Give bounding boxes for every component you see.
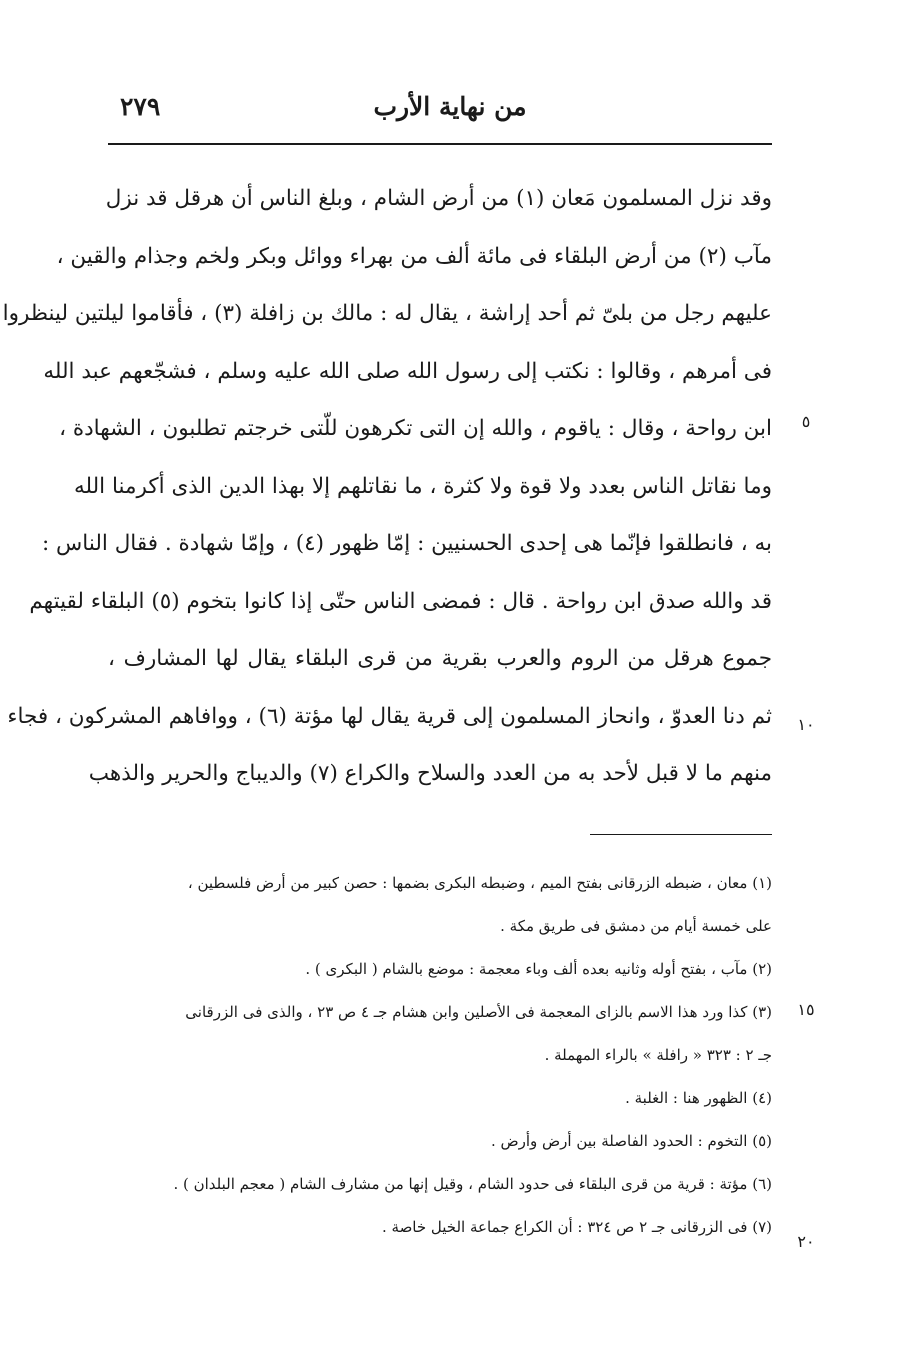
- body-line: وما نقاتل الناس بعدد ولا قوة ولا كثرة ، ما نقاتلهم إلا بهذا الدين الذى أكرمنا الله: [73, 473, 772, 499]
- body-line: به ، فانطلقوا فإنّما هى إحدى الحسنيين : إمّا ظهور (٤) ، وإمّا شهادة . فقال الناس :: [41, 531, 772, 556]
- margin-line-number: ١٠: [797, 715, 815, 734]
- footnote-line: (٣) كذا ورد هذا الاسم بالزاى المعجمة فى الأصلين وابن هشام جـ ٤ ص ٢٣ ، والذى فى الزرقانى: [185, 1003, 772, 1021]
- footnote-rule: [590, 834, 772, 835]
- margin-line-number: ٢٠: [797, 1232, 815, 1251]
- page-number: ٢٧٩: [120, 92, 161, 121]
- body-line: وقد نزل المسلمون مَعان (١) من أرض الشام ، وبلغ الناس أن هرقل قد نزل: [105, 186, 772, 211]
- body-line: فى أمرهم ، وقالوا : نكتب إلى رسول الله صلى الله عليه وسلم ، فشجّعهم عبد الله: [43, 358, 772, 384]
- footnote-line: على خمسة أيام من دمشق فى طريق مكة .: [500, 917, 772, 935]
- footnote-line: (٤) الظهور هنا : الغلبة .: [625, 1089, 772, 1107]
- body-line: عليهم رجل من بلىّ ثم أحد إراشة ، يقال له : مالك بن زافلة (٣) ، فأقاموا ليلتين لينظروا: [2, 301, 772, 326]
- footnote-line: جـ ٢ : ٣٢٣ « رافلة » بالراء المهملة .: [544, 1046, 772, 1064]
- body-line: مآب (٢) من أرض البلقاء فى مائة ألف من بهراء ووائل وبكر ولخم وجذام والقين ،: [56, 243, 772, 269]
- margin-line-number: ١٥: [797, 1000, 815, 1019]
- footnote-line: (٥) التخوم : الحدود الفاصلة بين أرض وأرض .: [490, 1132, 772, 1150]
- body-line: ثم دنا العدوّ ، وانحاز المسلمون إلى قرية يقال لها مؤتة (٦) ، ووافاهم المشركون ، فجاء: [7, 703, 772, 729]
- footnotes: [108, 862, 772, 1249]
- body-line: جموع هرقل من الروم والعرب بقرية من قرى البلقاء يقال لها المشارف ،: [108, 646, 772, 671]
- body-line: منهم ما لا قبل لأحد به من العدد والسلاح والكراع (٧) والديباج والحرير والذهب: [88, 761, 772, 786]
- footnote-line: (٢) مآب ، بفتح أوله وثانيه بعده ألف وباء معجمة : موضع بالشام ( البكرى ) .: [305, 960, 772, 978]
- body-line: ابن رواحة ، وقال : ياقوم ، والله إن التى تكرهون للّتى خرجتم تطلبون ، الشهادة ،: [59, 416, 772, 441]
- body-text: [2, 170, 772, 803]
- header-rule: [108, 143, 772, 145]
- body-line: قد والله صدق ابن رواحة . قال : فمضى الناس حتّى إذا كانوا بتخوم (٥) البلقاء لقيتهم: [29, 588, 772, 614]
- running-title: من نهاية الأرب: [373, 92, 527, 121]
- margin-line-number: ٥: [801, 412, 811, 431]
- footnote-line: (١) معان ، ضبطه الزرقانى بفتح الميم ، وضبطه البكرى بضمها : حصن كبير من أرض فلسطين ،: [187, 874, 772, 892]
- footnote-line: (٧) فى الزرقانى جـ ٢ ص ٣٢٤ : أن الكراع جماعة الخيل خاصة .: [381, 1218, 772, 1236]
- footnote-line: (٦) مؤتة : قرية من قرى البلقاء فى حدود الشام ، وقيل إنها من مشارف الشام ( معجم البلدان ) .: [173, 1175, 772, 1193]
